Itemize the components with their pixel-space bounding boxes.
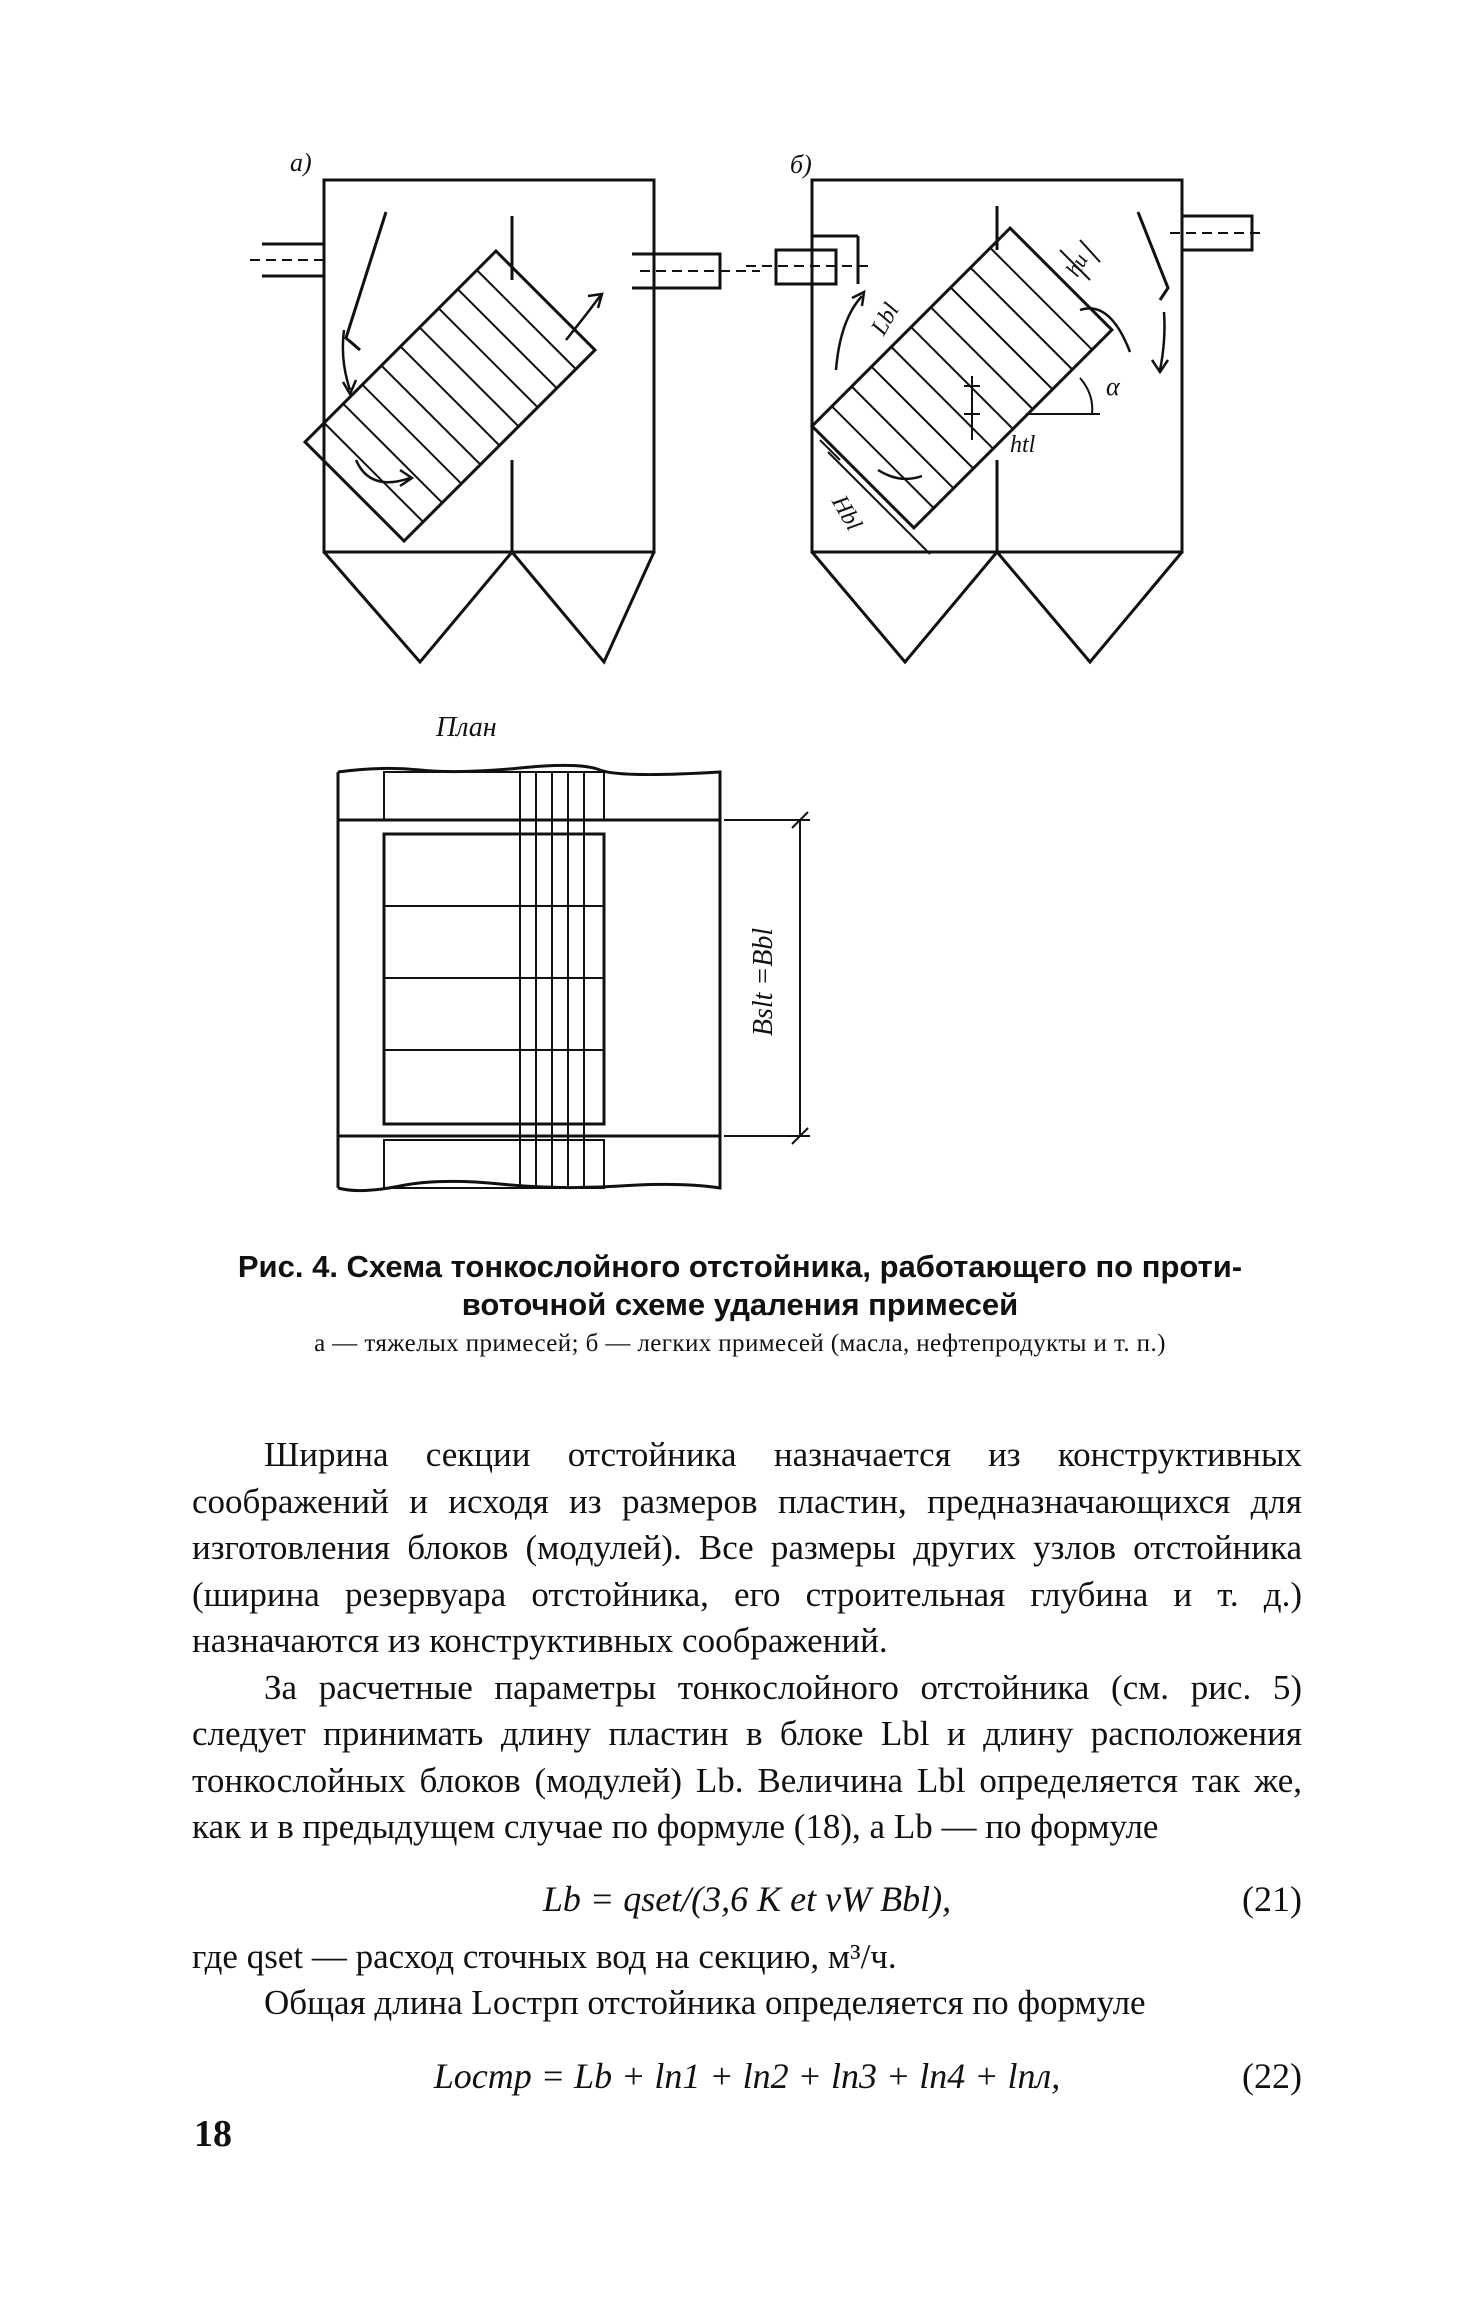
dim-lbl: Lbl bbox=[866, 298, 905, 340]
dim-htl: htl bbox=[1010, 432, 1036, 458]
paragraph-2: За расчетные параметры тонкослойного отстойника (см. рис. 5) следует принимать длину пластин в блоке Lbl и длину расположения тонкослойных блоков (модулей) Lb. Величина Lbl определяется так же, как и в предыдущем случае по формуле (18), а Lb — по формуле bbox=[192, 1667, 1302, 1846]
formula-21-text: Lb = qset/(3,6 K et vW Bbl), bbox=[542, 1879, 952, 1919]
figure-caption bbox=[190, 1248, 1290, 1358]
formula-22-text: Lостр = Lb + lп1 + lп2 + lп3 + lп4 + lпл, bbox=[433, 2056, 1061, 2096]
diagram-a bbox=[250, 180, 760, 662]
formula-21 bbox=[192, 1878, 1302, 1926]
label-plan: План bbox=[436, 712, 497, 743]
dim-alpha: α bbox=[1106, 372, 1120, 401]
body-text bbox=[192, 1432, 1302, 1851]
dim-hbl: Hbl bbox=[826, 491, 867, 536]
page-number: 18 bbox=[194, 2113, 232, 2155]
caption-title-1: Рис. 4. Схема тонкослойного отстойника, работающего по проти- bbox=[237, 1249, 1243, 1284]
label-a: а) bbox=[290, 148, 312, 177]
dim-width: Bslt =Bbl bbox=[748, 927, 780, 1037]
where-line: где qset — расход сточных вод на секцию, м³/ч. bbox=[192, 1937, 897, 1976]
formula-22 bbox=[192, 2055, 1302, 2105]
caption-title-2: воточной схеме удаления примесей bbox=[461, 1287, 1019, 1322]
plan-view bbox=[338, 765, 810, 1190]
formula-22-number: (22) bbox=[1242, 2056, 1302, 2096]
caption-sub: а — тяжелых примесей; б — легких примесей (масла, нефтепродукты и т. п.) bbox=[314, 1330, 1166, 1357]
paragraph-1: Ширина секции отстойника назначается из конструктивных соображений и исходя из размеров пластин, предназначающихся для изготовления блоков (модулей). Все размеры других узлов отстойника (ширина резервуара отстойника, его строительная глубина и т. д.) назначаются из конструктивных соображений. bbox=[192, 1435, 1302, 1660]
total-length-line: Общая длина Lострп отстойника определяется по формуле bbox=[264, 1983, 1146, 2022]
diagram-b bbox=[746, 180, 1264, 662]
label-b: б) bbox=[790, 150, 812, 179]
dim-hu: hu bbox=[1060, 248, 1093, 281]
formula-21-number: (21) bbox=[1242, 1879, 1302, 1919]
